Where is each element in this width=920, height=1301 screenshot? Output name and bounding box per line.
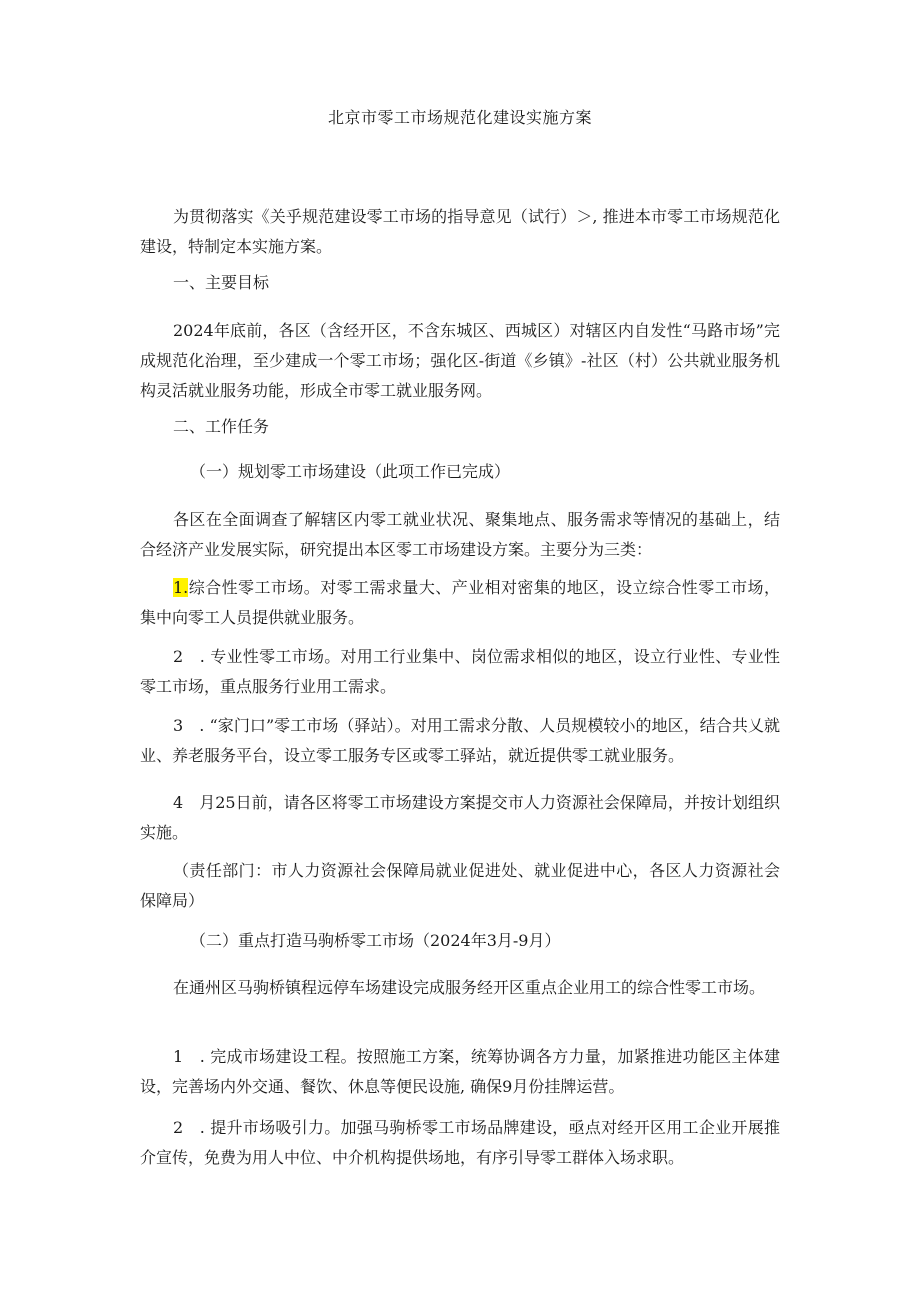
list-item-text: 综合性零工市场。对零工需求量大、产业相对密集的地区，设立综合性零工市场，集中向零工人员提供就业服务。 xyxy=(140,578,780,627)
list-item xyxy=(140,573,780,633)
list-item: 4 月25日前，请各区将零工市场建设方案提交市人力资源社会保障局，并按计划组织实施。 xyxy=(140,793,780,842)
list-item: 2 . 提升市场吸引力。加强马驹桥零工市场品牌建设，亟点对经开区用工企业开展推介宣传，免费为用人中位、中介机构提供场地，有序引导零工群体入场求职。 xyxy=(140,1118,780,1167)
list-item: 3 . “家门口”零工市场（驿站）。对用工需求分散、人员规模较小的地区，结合共乂就业、养老服务平台，设立零工服务专区或零工驿站，就近提供零工就业服务。 xyxy=(140,716,780,765)
subsection-2-body: 在通州区马驹桥镇程远停车场建设完成服务经开区重点企业用工的综合性零工市场。 xyxy=(173,978,766,997)
responsible-department: （责任部门：市人力资源社会保障局就业促进处、就业促进中心，各区人力资源社会保障局） xyxy=(140,861,780,910)
highlighted-item-number: 1. xyxy=(173,578,189,597)
list-item: 1 . 完成市场建设工程。按照施工方案，统筹协调各方力量，加紧推进功能区主体建设，完善场内外交通、餐饮、休息等便民设施, 确保9月份挂牌运营。 xyxy=(140,1047,780,1096)
document-title: 北京市零工市场规范化建设实施方案 xyxy=(327,108,592,127)
intro-paragraph: 为贯彻落实《关乎规范建设零工市场的指导意见（试行）＞, 推进本市零工市场规范化建设，特制定本实施方案。 xyxy=(140,207,780,256)
section-1-heading: 一、主要目标 xyxy=(173,273,270,292)
section-2-heading: 二、工作任务 xyxy=(173,417,270,436)
subsection-1-heading: （一）规划零工市场建设（此项工作已完成） xyxy=(190,462,511,481)
subsection-1-body: 各区在全面调查了解辖区内零工就业状况、聚集地点、服务需求等情况的基础上，结合经济产业发展实际，研究提出本区零工市场建设方案。主要分为三类： xyxy=(140,510,780,559)
subsection-2-heading: （二）重点打造马驹桥零工市场（2024年3月-9月） xyxy=(190,931,561,950)
section-1-body: 2024年底前，各区（含经开区，不含东城区、西城区）对辖区内自发性“马路市场”完成规范化治理，至少建成一个零工市场；强化区-街道《乡镇》-社区（村）公共就业服务机构灵活就业服务功能，形成全市零工就业服务网。 xyxy=(140,321,780,400)
list-item: 2 . 专业性零工市场。对用工行业集中、岗位需求相似的地区，设立行业性、专业性零工市场，重点服务行业用工需求。 xyxy=(140,647,780,696)
